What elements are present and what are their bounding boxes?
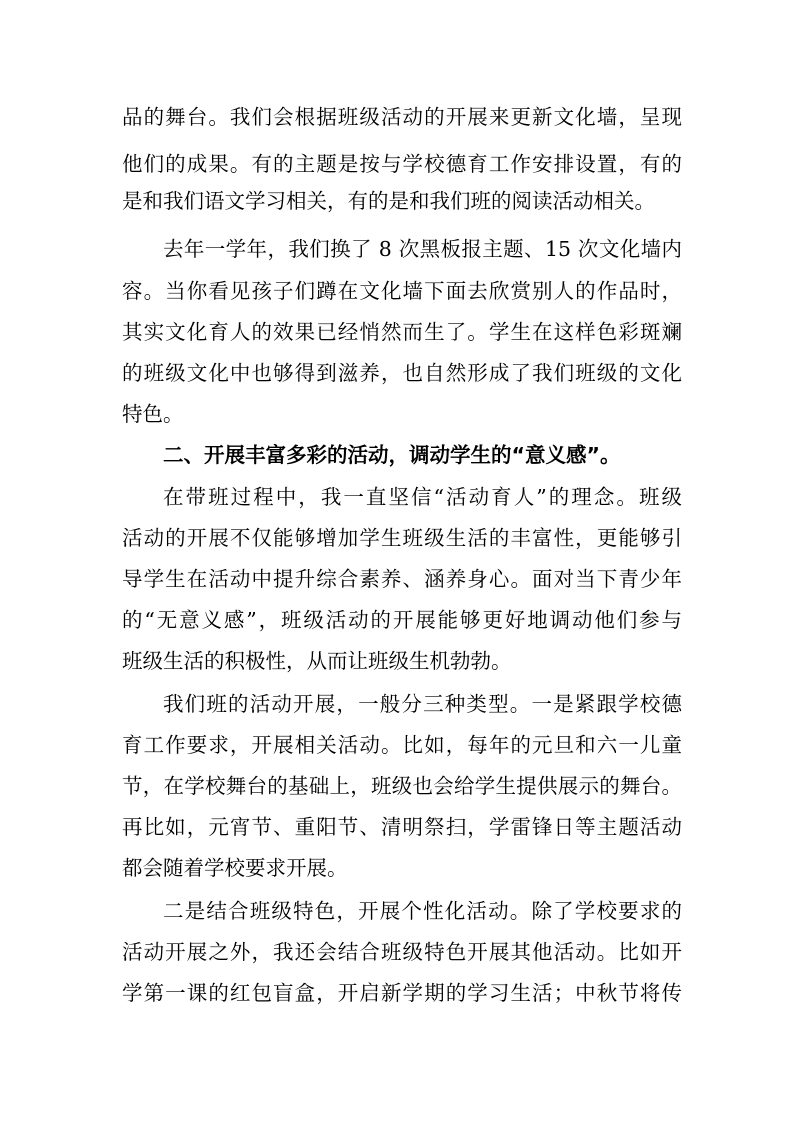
paragraph-first-line: 我们班的活动开展，一般分三种类型。一是紧跟学校德 — [163, 692, 682, 716]
paragraph-line: 特色。 — [122, 402, 184, 426]
paragraph-line: 都会随着学校要求开展。 — [122, 856, 348, 880]
paragraph-line: 是和我们语文学习相关，有的是和我们班的阅读活动相关。 — [122, 189, 655, 213]
paragraph-first-line: 在带班过程中，我一直坚信“活动育人”的理念。班级 — [163, 485, 682, 509]
paragraph-line: 品的舞台。我们会根据班级活动的开展来更新文化墙，呈现 — [122, 105, 682, 129]
paragraph-line: 的“无意义感”，班级活动的开展能够更好地调动他们参与 — [122, 608, 682, 632]
paragraph-line: 活动的开展不仅能够增加学生班级生活的丰富性，更能够引 — [122, 526, 682, 550]
paragraph-line: 再比如，元宵节、重阳节、清明祭扫，学雷锋日等主题活动 — [122, 815, 682, 839]
paragraph-line: 学第一课的红包盲盒，开启新学期的学习生活；中秋节将传 — [122, 981, 682, 1005]
paragraph-line: 班级生活的积极性，从而让班级生机勃勃。 — [122, 649, 512, 673]
section-heading: 二、开展丰富多彩的活动，调动学生的“意义感”。 — [163, 443, 621, 467]
paragraph-first-line: 二是结合班级特色，开展个性化活动。除了学校要求的 — [163, 899, 682, 923]
paragraph-line: 其实文化育人的效果已经悄然而生了。学生在这样色彩斑斓 — [122, 320, 682, 344]
paragraph-line: 育工作要求，开展相关活动。比如，每年的元旦和六一儿童 — [122, 733, 682, 757]
paragraph-line: 活动开展之外，我还会结合班级特色开展其他活动。比如开 — [122, 940, 682, 964]
paragraph-line: 容。当你看见孩子们蹲在文化墙下面去欣赏别人的作品时， — [122, 279, 682, 303]
paragraph-line: 他们的成果。有的主题是按与学校德育工作安排设置，有的 — [122, 152, 682, 176]
paragraph-first-line: 去年一学年，我们换了 8 次黑板报主题、15 次文化墙内 — [163, 237, 682, 261]
paragraph-line: 的班级文化中也够得到滋养，也自然形成了我们班级的文化 — [122, 361, 682, 385]
paragraph-line: 导学生在活动中提升综合素养、涵养身心。面对当下青少年 — [122, 567, 682, 591]
paragraph-line: 节，在学校舞台的基础上，班级也会给学生提供展示的舞台。 — [122, 774, 682, 798]
